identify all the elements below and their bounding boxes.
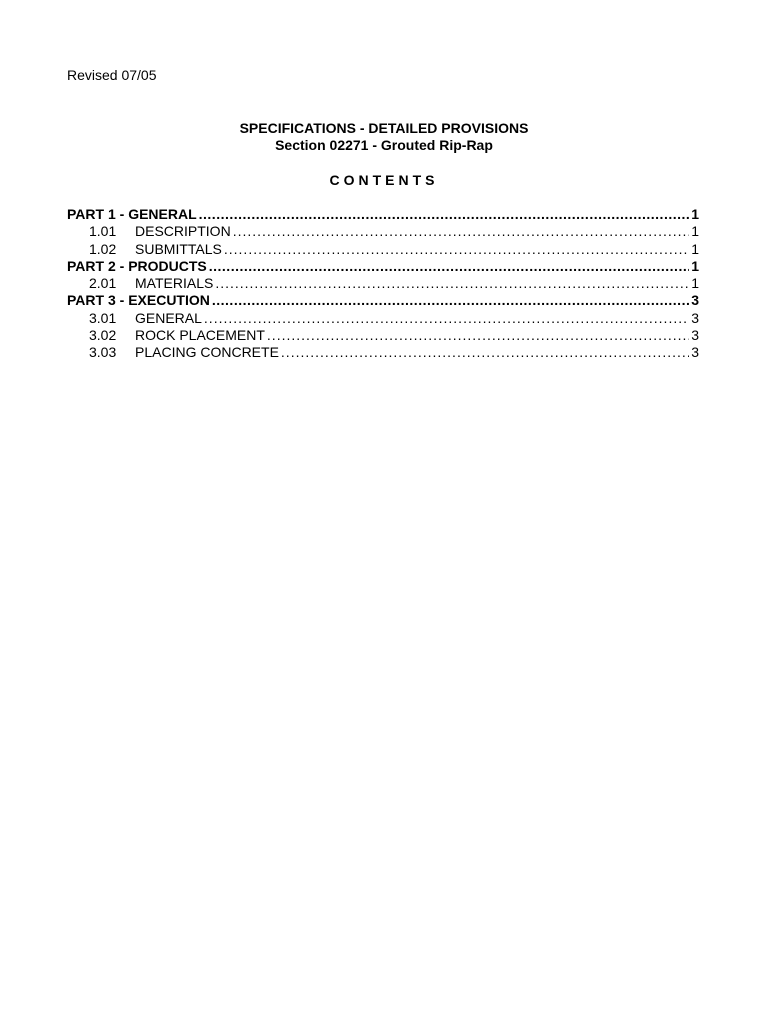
toc-page-number: 3 — [691, 309, 699, 326]
toc-leader — [199, 206, 690, 223]
toc-leader — [267, 327, 689, 344]
toc-page-number: 3 — [691, 292, 699, 309]
table-of-contents — [67, 206, 699, 362]
toc-part-3[interactable] — [67, 292, 699, 309]
toc-label: PART 1 - GENERAL — [67, 206, 197, 222]
toc-label: SUBMITTALS — [135, 240, 222, 257]
toc-item-3-02[interactable] — [67, 327, 699, 344]
toc-page-number: 3 — [691, 344, 699, 361]
toc-page-number: 3 — [691, 327, 699, 344]
toc-page-number: 1 — [691, 275, 699, 292]
toc-page-number: 1 — [691, 206, 699, 222]
toc-label: PLACING CONCRETE — [135, 344, 279, 361]
toc-label: MATERIALS — [135, 275, 214, 292]
toc-leader — [209, 258, 689, 275]
toc-label: PART 2 - PRODUCTS — [67, 257, 207, 274]
toc-number: 1.02 — [89, 240, 117, 257]
toc-number: 3.03 — [89, 344, 117, 361]
toc-number: 1.01 — [89, 223, 117, 240]
toc-number: 3.01 — [89, 309, 117, 326]
toc-part-1[interactable] — [67, 206, 699, 223]
toc-item-3-03[interactable] — [67, 344, 699, 361]
toc-part-2[interactable] — [67, 258, 699, 275]
toc-label: GENERAL — [135, 309, 202, 326]
toc-leader — [233, 223, 690, 240]
toc-label: DESCRIPTION — [135, 223, 231, 240]
toc-leader — [212, 292, 689, 309]
toc-leader — [281, 344, 689, 361]
document-title: SPECIFICATIONS - DETAILED PROVISIONS — [239, 120, 529, 136]
toc-item-1-02[interactable] — [67, 241, 699, 258]
toc-leader — [215, 275, 689, 292]
toc-number: 2.01 — [89, 275, 117, 292]
toc-item-3-01[interactable] — [67, 310, 699, 327]
toc-label: PART 3 - EXECUTION — [67, 292, 210, 309]
toc-page-number: 1 — [691, 257, 699, 274]
toc-item-1-01[interactable] — [67, 223, 699, 240]
toc-number: 3.02 — [89, 327, 117, 344]
toc-leader — [224, 241, 689, 258]
revision-note: Revised 07/05 — [67, 67, 157, 83]
toc-item-2-01[interactable] — [67, 275, 699, 292]
toc-page-number: 1 — [691, 223, 699, 240]
contents-heading: CONTENTS — [329, 172, 439, 188]
toc-label: ROCK PLACEMENT — [135, 327, 265, 344]
section-title: Section 02271 - Grouted Rip-Rap — [275, 137, 493, 153]
toc-page-number: 1 — [691, 240, 699, 257]
toc-leader — [204, 310, 689, 327]
